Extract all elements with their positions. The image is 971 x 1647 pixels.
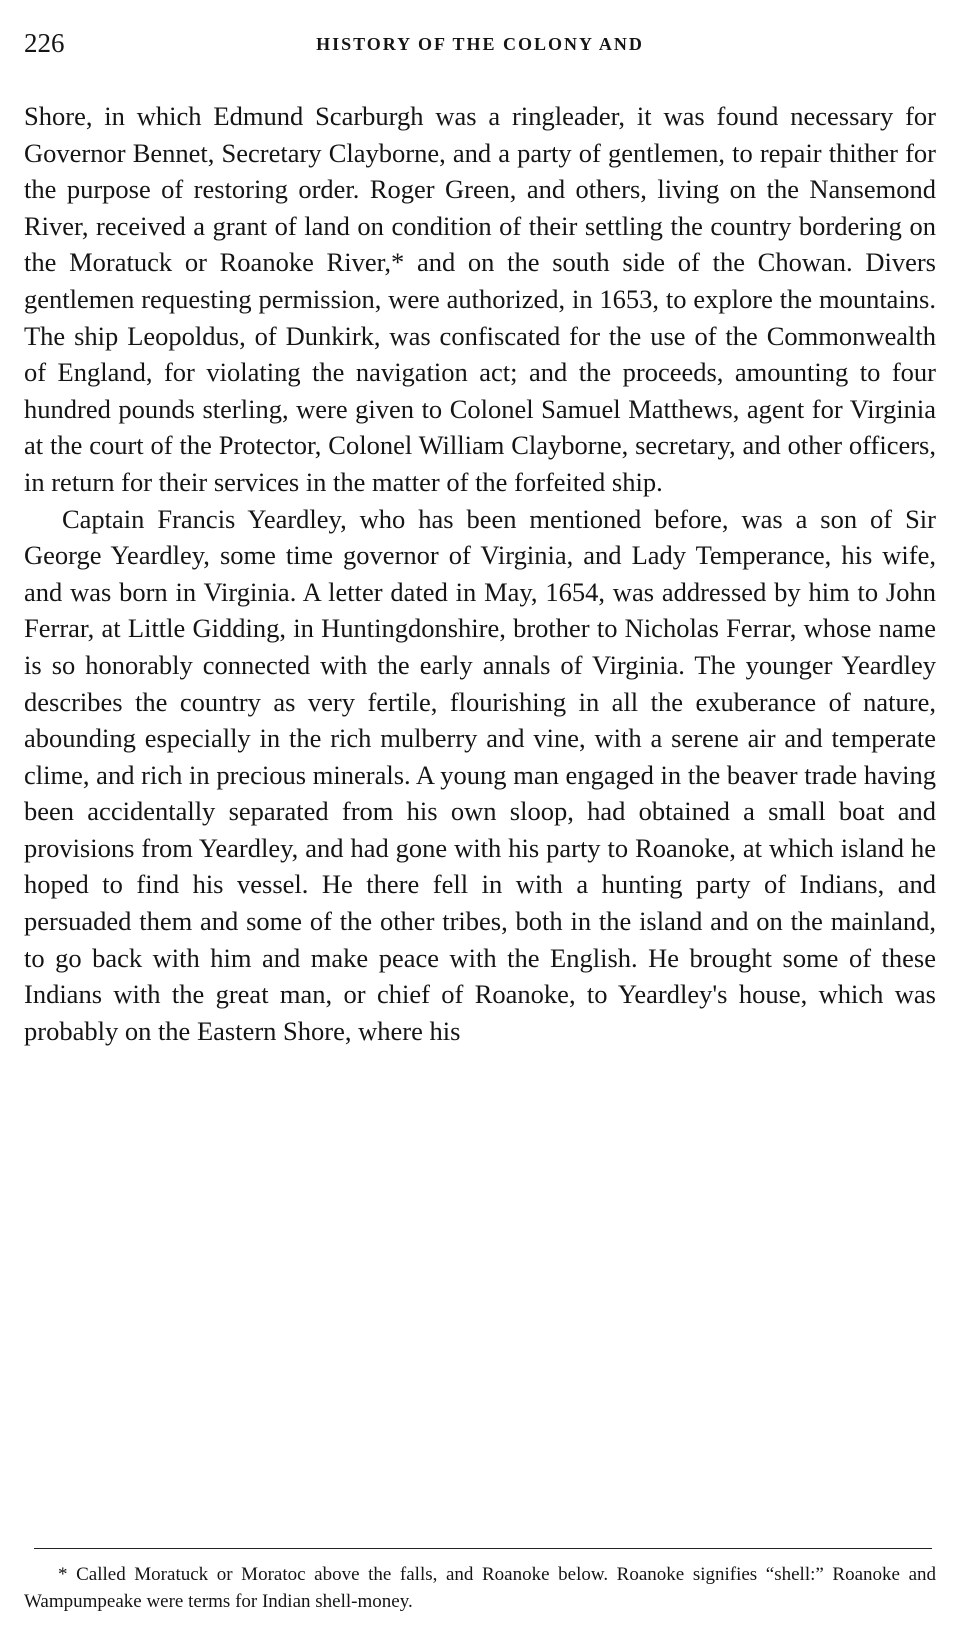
page-number: 226 [24, 28, 65, 58]
footnote: * Called Moratuck or Moratoc above the falls, and Roanoke below. Roanoke signifies “shell:” Roanoke and Wampumpeake were terms for Indian shell-money. [24, 1564, 936, 1612]
running-head [24, 28, 936, 68]
paragraph-2: Captain Francis Yeardley, who has been mentioned before, was a son of Sir George Yeardley, some time governor of Virginia, and Lady Temperance, his wife, and was born in Virginia. A letter dated in May, 1654, was addressed by him to John Ferrar, at Little Gidding, in Huntingdonshire, brother to Nicholas Ferrar, whose name is so honorably connected with the early annals of Virginia. The younger Yeardley describes the country as very fertile, flourishing in all the exuberance of nature, abounding especially in the rich mulberry and vine, with a serene air and temperate clime, and rich in precious minerals. A young man engaged in the beaver trade having been accidentally separated from his own sloop, had obtained a small boat and provisions from Yeardley, and had gone with his party to Roanoke, at which island he hoped to find his vessel. He there fell in with a hunting party of Indians, and persuaded them and some of the other tribes, both in the island and on the mainland, to go back with him and make peace with the English. He brought some of these Indians with the great man, or chief of Roanoke, to Yeardley's house, which was probably on the Eastern Shore, where his [24, 503, 936, 1046]
paragraph-1: Shore, in which Edmund Scarburgh was a ringleader, it was found necessary for Governor Bennet, Secretary Clayborne, and a party of gentlemen, to repair thither for the purpose of restoring order. Roger Green, and others, living on the Nansemond River, received a grant of land on condition of their settling the country bordering on the Moratuck or Roanoke River,* and on the south side of the Chowan. Divers gentlemen requesting permission, were authorized, in 1653, to explore the mountains. The ship Leopoldus, of Dunkirk, was confiscated for the use of the Commonwealth of England, for violating the navigation act; and the proceeds, amounting to four hundred pounds sterling, were given to Colonel Samuel Matthews, agent for Virginia at the court of the Protector, Colonel William Clayborne, secretary, and other officers, in return for their services in the matter of the forfeited ship. [24, 101, 936, 497]
body-text [24, 98, 936, 1049]
footnote-divider [34, 1548, 932, 1549]
running-title: HISTORY OF THE COLONY AND [316, 34, 644, 54]
